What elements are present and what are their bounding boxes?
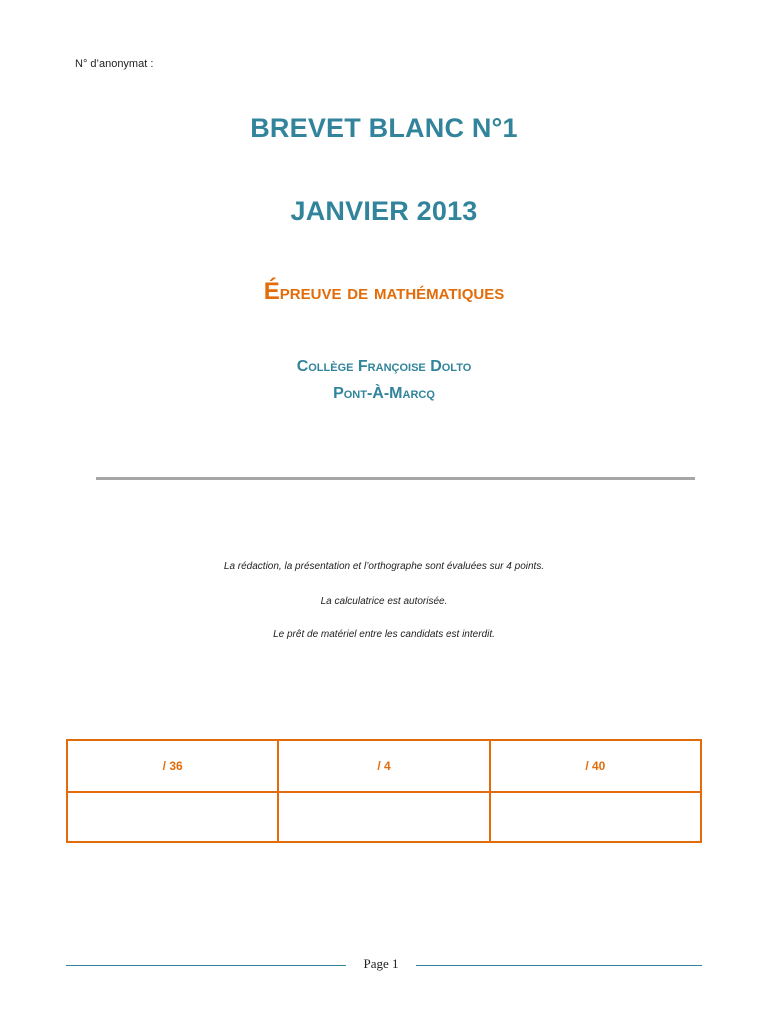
score-max-cell: / 40: [490, 740, 701, 792]
page-number: Page 1: [363, 956, 399, 971]
score-value-cell[interactable]: [490, 792, 701, 842]
anonymat-label: N° d’anonymat :: [75, 58, 154, 70]
score-table: [66, 739, 702, 843]
instruction-line: La calculatrice est autorisée.: [320, 596, 448, 607]
exam-subject: [0, 278, 768, 306]
instruction-line: La rédaction, la présentation et l’orthographe sont évaluées sur 4 points.: [223, 561, 545, 572]
score-value-cell[interactable]: [67, 792, 278, 842]
exam-date: JANVIER 2013: [290, 196, 478, 226]
school-town: Pont-À-Marcq: [333, 385, 435, 402]
horizontal-divider: [96, 477, 695, 480]
footer-divider-left: [66, 965, 346, 966]
exam-subject-initial: É: [263, 278, 280, 305]
score-value-cell[interactable]: [278, 792, 489, 842]
exam-title: BREVET BLANC N°1: [250, 113, 518, 143]
score-table-header-row: [67, 740, 701, 792]
score-table-value-row: [67, 792, 701, 842]
footer-divider-right: [416, 965, 702, 966]
exam-subject-rest: preuve de mathématiques: [279, 281, 505, 304]
instruction-line: Le prêt de matériel entre les candidats est interdit.: [273, 629, 495, 640]
school-name: Collège Françoise Dolto: [296, 358, 472, 375]
score-max-cell: / 36: [67, 740, 278, 792]
score-max-cell: / 4: [278, 740, 489, 792]
